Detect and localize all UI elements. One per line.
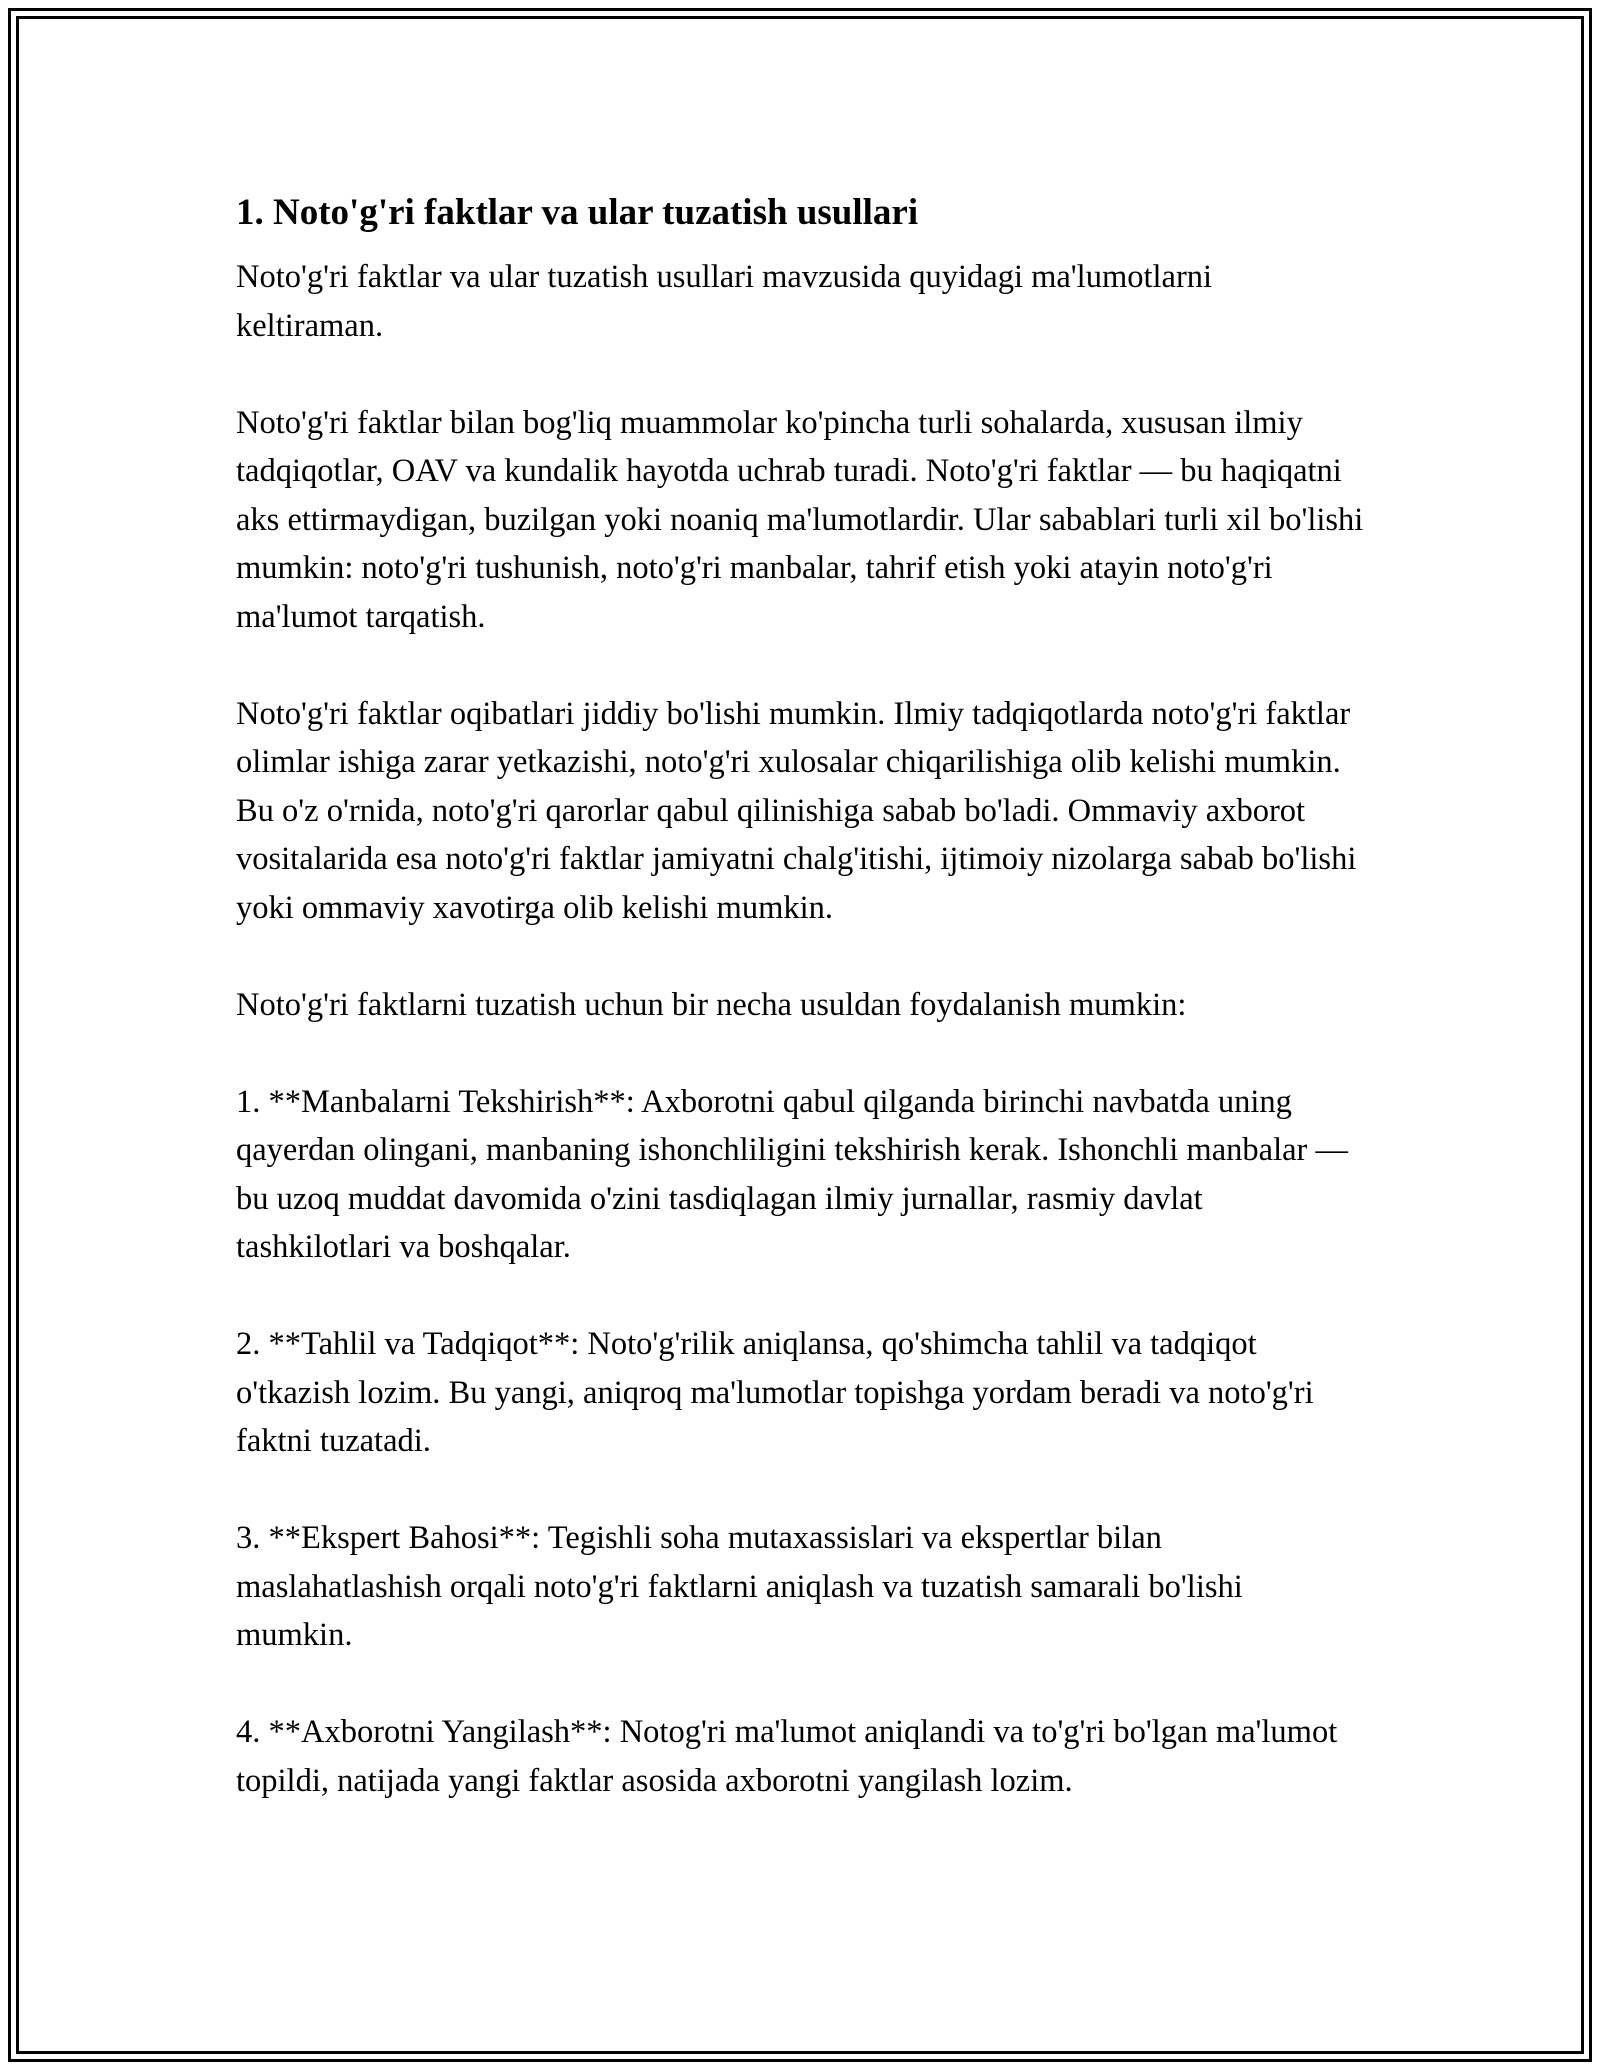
paragraph-intro: Noto'g'ri faktlar va ular tuzatish usullari mavzusida quyidagi ma'lumotlarni keltiraman. — [236, 259, 1213, 344]
list-item-update: 4. **Axborotni Yangilash**: Notog'ri ma'lumot aniqlandi va to'g'ri bo'lgan ma'lumot topildi, natijada yangi faktlar asosida axborotni yangilash lozim. — [236, 1714, 1338, 1799]
list-item-source-check: 1. **Manbalarni Tekshirish**: Axborotni qabul qilganda birinchi navbatda uning qayerdan olingani, manbaning ishonchliligini tekshirish kerak. Ishonchli manbalar — bu uzoq muddat davomida o'zini tasdiqlagan ilmiy jurnallar, rasmiy davlat tashkilotlari va boshqalar. — [236, 1083, 1348, 1265]
section-heading: 1. Noto'g'ri faktlar va ular tuzatish usullari — [236, 192, 919, 233]
paragraph-problems: Noto'g'ri faktlar bilan bog'liq muammolar ko'pincha turli sohalarda, xususan ilmiy tadqiqotlar, OAV va kundalik hayotda uchrab turadi. Noto'g'ri faktlar — bu haqiqatni aks ettirmaydigan, buzilgan yoki noaniq ma'lumotlardir. Ular sabablari turli xil bo'lishi mumkin: noto'g'ri tushunish, noto'g'ri manbalar, tahrif etish yoki atayin noto'g'ri ma'lumot tarqatish. — [236, 404, 1364, 635]
list-item-expert: 3. **Ekspert Bahosi**: Tegishli soha mutaxassislari va ekspertlar bilan maslahatlashish orqali noto'g'ri faktlarni aniqlash va tuzatish samarali bo'lishi mumkin. — [236, 1520, 1243, 1653]
list-item-analysis: 2. **Tahlil va Tadqiqot**: Noto'g'rilik aniqlansa, qo'shimcha tahlil va tadqiqot o'tkazish lozim. Bu yangi, aniqroq ma'lumotlar topishga yordam beradi va noto'g'ri faktni tuzatadi. — [236, 1326, 1314, 1459]
document-body — [236, 189, 1366, 1805]
paragraph-methods-intro: Noto'g'ri faktlarni tuzatish uchun bir necha usuldan foydalanish mumkin: — [236, 986, 1187, 1023]
paragraph-consequences: Noto'g'ri faktlar oqibatlari jiddiy bo'lishi mumkin. Ilmiy tadqiqotlarda noto'g'ri faktlar olimlar ishiga zarar yetkazishi, noto'g'ri xulosalar chiqarilishiga olib kelishi mumkin. Bu o'z o'rnida, noto'g'ri qarorlar qabul qilinishiga sabab bo'ladi. Ommaviy axborot vositalarida esa noto'g'ri faktlar jamiyatni chalg'itishi, ijtimoiy nizolarga sabab bo'lishi yoki ommaviy xavotirga olib kelishi mumkin. — [236, 695, 1357, 926]
